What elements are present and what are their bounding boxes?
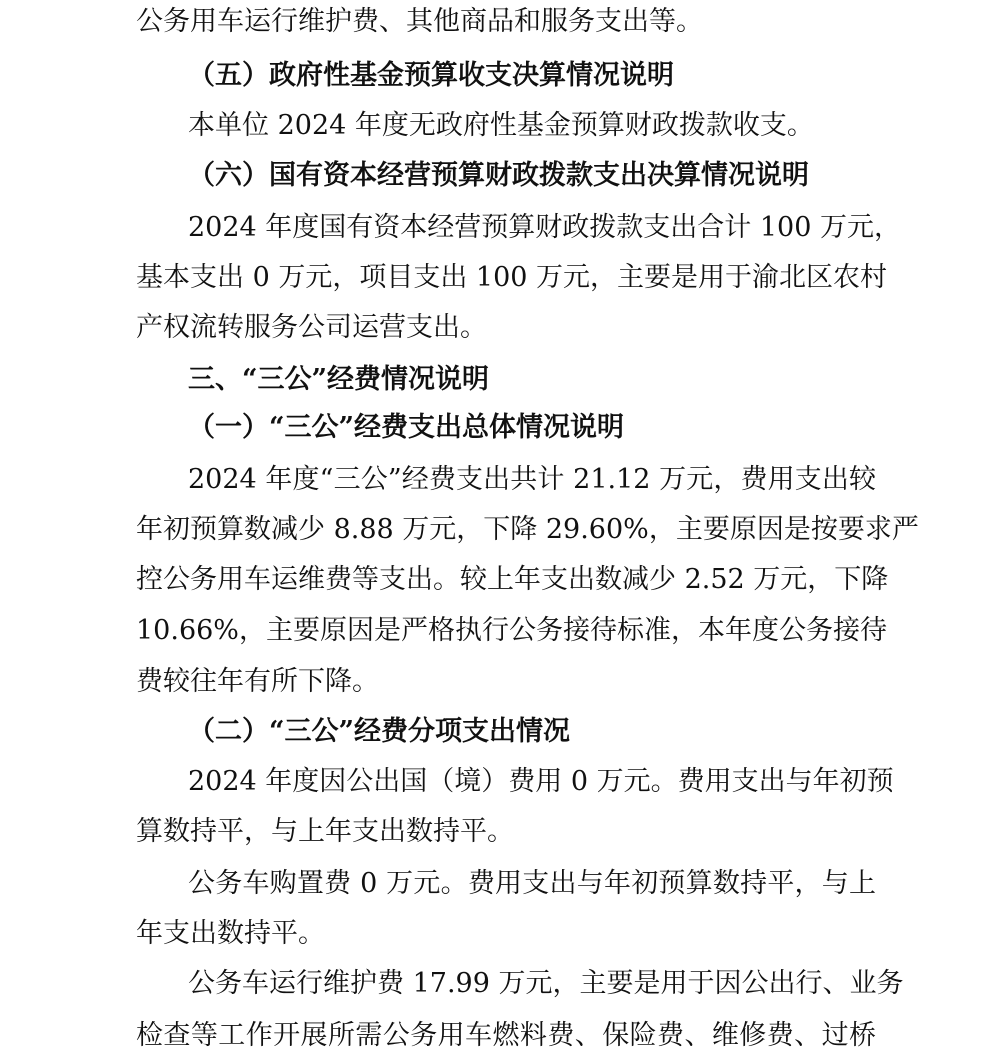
paragraph-line: 算数持平，与上年支出数持平。 (136, 816, 514, 847)
paragraph-line: 2024 年度因公出国（境）费用 0 万元。费用支出与年初预 (188, 766, 894, 797)
paragraph-line: 2024 年度“三公”经费支出共计 21.12 万元，费用支出较 (188, 464, 876, 495)
paragraph-line: 公务用车运行维护费、其他商品和服务支出等。 (136, 6, 703, 37)
section-heading: （二）“三公”经费分项支出情况 (188, 716, 571, 747)
paragraph-line: 检查等工作开展所需公务用车燃料费、保险费、维修费、过桥 (136, 1020, 876, 1051)
paragraph-line: 年支出数持平。 (136, 918, 325, 949)
section-heading: （六）国有资本经营预算财政拨款支出决算情况说明 (188, 160, 809, 191)
paragraph-line: 年初预算数减少 8.88 万元，下降 29.60%，主要原因是按要求严 (136, 514, 919, 545)
paragraph-line: 10.66%，主要原因是严格执行公务接待标准，本年度公务接待 (136, 615, 887, 646)
section-heading: 三、“三公”经费情况说明 (188, 364, 490, 395)
paragraph-line: 产权流转服务公司运营支出。 (136, 312, 487, 343)
section-heading: （一）“三公”经费支出总体情况说明 (188, 412, 625, 443)
paragraph-line: 费较往年有所下降。 (136, 666, 379, 697)
paragraph-line: 控公务用车运维费等支出。较上年支出数减少 2.52 万元，下降 (136, 564, 889, 595)
paragraph-line: 公务车购置费 0 万元。费用支出与年初预算数持平，与上 (188, 868, 876, 899)
paragraph-line: 本单位 2024 年度无政府性基金预算财政拨款收支。 (188, 110, 814, 141)
paragraph-line: 基本支出 0 万元，项目支出 100 万元，主要是用于渝北区农村 (136, 262, 888, 293)
paragraph-line: 公务车运行维护费 17.99 万元，主要是用于因公出行、业务 (188, 968, 904, 999)
section-heading: （五）政府性基金预算收支决算情况说明 (188, 60, 674, 91)
paragraph-line: 2024 年度国有资本经营预算财政拨款支出合计 100 万元， (188, 212, 901, 243)
